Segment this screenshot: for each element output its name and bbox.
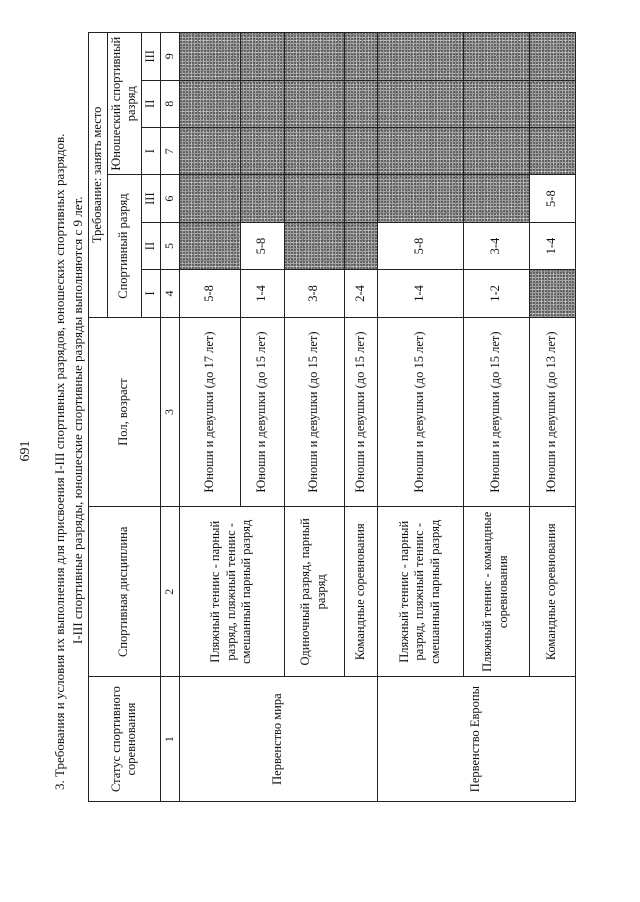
header-gender-age: Пол, возраст: [89, 317, 161, 507]
gender-age-cell: Юноши и девушки (до 15 лет): [344, 317, 377, 507]
header-roman: II: [141, 222, 160, 269]
place-cell: 5-8: [240, 222, 284, 269]
place-cell: 3-4: [463, 222, 529, 269]
column-number: 2: [160, 507, 179, 677]
shaded-cell: [284, 127, 344, 174]
shaded-cell: [284, 175, 344, 222]
shaded-cell: [240, 127, 284, 174]
shaded-cell: [344, 80, 377, 127]
competition-status: Первенство мира: [179, 677, 377, 802]
header-roman: III: [141, 33, 160, 81]
shaded-cell: [377, 127, 463, 174]
shaded-cell: [179, 80, 240, 127]
place-cell: 1-4: [377, 270, 463, 317]
discipline-cell: Пляжный теннис - командные соревнования: [463, 507, 529, 677]
place-cell: 5-8: [529, 175, 575, 222]
column-number: 6: [160, 175, 179, 222]
column-number: 7: [160, 127, 179, 174]
shaded-cell: [240, 175, 284, 222]
shaded-cell: [179, 175, 240, 222]
shaded-cell: [179, 33, 240, 81]
shaded-cell: [463, 33, 529, 81]
column-number: 3: [160, 317, 179, 507]
place-cell: 5-8: [179, 270, 240, 317]
shaded-cell: [179, 222, 240, 269]
discipline-cell: Пляжный теннис - парный разряд, пляжный теннис - смешанный парный разряд: [179, 507, 284, 677]
shaded-cell: [240, 33, 284, 81]
header-status: Статус спортивного соревнования: [89, 677, 161, 802]
gender-age-cell: Юноши и девушки (до 13 лет): [529, 317, 575, 507]
shaded-cell: [377, 80, 463, 127]
header-roman: I: [141, 127, 160, 174]
gender-age-cell: Юноши и девушки (до 17 лет): [179, 317, 240, 507]
header-roman: I: [141, 270, 160, 317]
column-number: 1: [160, 677, 179, 802]
shaded-cell: [344, 175, 377, 222]
shaded-cell: [463, 127, 529, 174]
discipline-cell: Командные соревнования: [529, 507, 575, 677]
column-number: 9: [160, 33, 179, 81]
shaded-cell: [463, 175, 529, 222]
shaded-cell: [240, 80, 284, 127]
gender-age-cell: Юноши и девушки (до 15 лет): [240, 317, 284, 507]
discipline-cell: Пляжный теннис - парный разряд, пляжный теннис - смешанный парный разряд: [377, 507, 463, 677]
shaded-cell: [284, 80, 344, 127]
discipline-cell: Командные соревнования: [344, 507, 377, 677]
shaded-cell: [529, 127, 575, 174]
shaded-cell: [529, 270, 575, 317]
place-cell: 1-2: [463, 270, 529, 317]
requirements-table: [88, 32, 576, 802]
gender-age-cell: Юноши и девушки (до 15 лет): [284, 317, 344, 507]
header-youth-rank: Юношеский спортивный разряд: [107, 33, 141, 175]
place-cell: 1-4: [240, 270, 284, 317]
column-number: 5: [160, 222, 179, 269]
place-cell: 3-8: [284, 270, 344, 317]
shaded-cell: [377, 33, 463, 81]
header-discipline: Спортивная дисциплина: [89, 507, 161, 677]
shaded-cell: [529, 80, 575, 127]
shaded-cell: [463, 80, 529, 127]
shaded-cell: [344, 222, 377, 269]
table-row: [179, 33, 240, 802]
header-requirement: Требование: занять место: [89, 33, 108, 318]
header-roman: II: [141, 80, 160, 127]
column-number: 4: [160, 270, 179, 317]
discipline-cell: Одиночный разряд, парный разряд: [284, 507, 344, 677]
header-roman: III: [141, 175, 160, 222]
table-row: [377, 33, 463, 802]
shaded-cell: [284, 222, 344, 269]
shaded-cell: [377, 175, 463, 222]
place-cell: 2-4: [344, 270, 377, 317]
section-caption: 3. Требования и условия их выполнения для присвоения I-III спортивных разрядов, юношеских спортивных разрядов.: [52, 133, 67, 790]
column-number: 8: [160, 80, 179, 127]
gender-age-cell: Юноши и девушки (до 15 лет): [463, 317, 529, 507]
place-cell: 1-4: [529, 222, 575, 269]
gender-age-cell: Юноши и девушки (до 15 лет): [377, 317, 463, 507]
section-subcaption: I-III спортивные разряды, юношеские спортивные разряды выполняются с 9 лет.: [70, 196, 85, 644]
shaded-cell: [284, 33, 344, 81]
page-number: 691: [18, 440, 33, 462]
shaded-cell: [529, 33, 575, 81]
place-cell: 5-8: [377, 222, 463, 269]
shaded-cell: [344, 127, 377, 174]
header-sport-rank: Спортивный разряд: [107, 175, 141, 317]
shaded-cell: [344, 33, 377, 81]
shaded-cell: [179, 127, 240, 174]
competition-status: Первенство Европы: [377, 677, 575, 802]
